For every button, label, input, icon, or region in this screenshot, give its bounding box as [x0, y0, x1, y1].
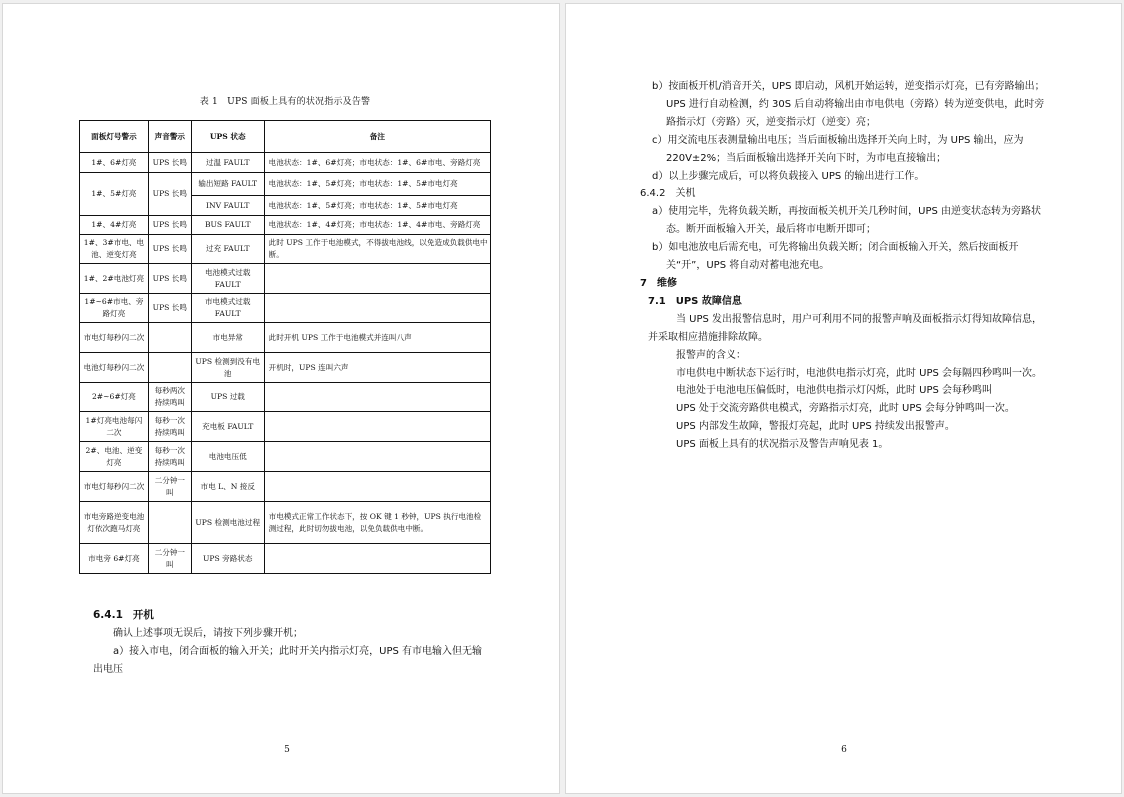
table-row — [80, 383, 491, 412]
cell-lamp: 电池灯每秒闪二次 — [80, 353, 149, 383]
cell-sound: 每秒一次持续鸣叫 — [148, 412, 191, 442]
section-heading-7: 7 维修 — [640, 277, 677, 289]
table-header-row — [80, 121, 491, 153]
cell-lamp: 2#、电池、逆变灯亮 — [80, 442, 149, 472]
cell-note: 电池状态：1#、6#灯亮；市电状态：1#、6#市电、旁路灯亮 — [264, 153, 490, 173]
cell-sound: UPS 长鸣 — [148, 153, 191, 173]
cell-status: 市电 L、N 接反 — [191, 472, 264, 502]
off-a-paragraph: a）使用完毕，先将负载关断，再按面板关机开关几秒时间，UPS 由逆变状态转为旁路状态。断开面板输入开关，最后将市电断开即可； — [652, 206, 1042, 236]
cell-note — [264, 264, 490, 294]
table-row — [80, 412, 491, 442]
cell-note — [264, 544, 490, 574]
cell-note: 电池状态：1#、5#灯亮；市电状态：1#、5#市电灯亮 — [264, 196, 490, 216]
cell-sound: UPS 长鸣 — [148, 173, 191, 216]
page-number: 6 — [841, 745, 847, 755]
header-lamp: 面板灯号警示 — [80, 121, 149, 153]
header-note: 备注 — [264, 121, 490, 153]
cell-status: 输出短路 FAULT — [191, 173, 264, 196]
cell-sound: 每秒一次持续鸣叫 — [148, 442, 191, 472]
cell-note: 电池状态：1#、5#灯亮；市电状态：1#、5#市电灯亮 — [264, 173, 490, 196]
table-row — [80, 216, 491, 235]
right-page — [565, 3, 1122, 794]
table-row — [80, 472, 491, 502]
left-body-text — [93, 625, 485, 679]
cell-status: BUS FAULT — [191, 216, 264, 235]
table-row — [80, 544, 491, 574]
cell-lamp: 1#、5#灯亮 — [80, 173, 149, 216]
cell-lamp: 1#、3#市电、电池、逆变灯亮 — [80, 235, 149, 264]
cell-lamp: 市电旁 6#灯亮 — [80, 544, 149, 574]
cell-note — [264, 442, 490, 472]
cell-sound: UPS 长鸣 — [148, 264, 191, 294]
status-table — [79, 120, 491, 574]
cell-status: UPS 检测电池过程 — [191, 502, 264, 544]
cell-lamp: 1#~6#市电、旁路灯亮 — [80, 294, 149, 323]
cell-status: 市电模式过载 FAULT — [191, 294, 264, 323]
paragraph-3: 市电供电中断状态下运行时，电池供电指示灯亮，此时 UPS 会每隔四秒鸣叫一次。 — [676, 367, 1043, 379]
cell-status: 电池电压低 — [191, 442, 264, 472]
paragraph-4: 电池处于电池电压偏低时，电池供电指示灯闪烁，此时 UPS 会每秒鸣叫 — [676, 385, 993, 397]
table-row — [80, 502, 491, 544]
section-title: 开机 — [132, 609, 154, 621]
cell-lamp: 市电灯每秒闪二次 — [80, 472, 149, 502]
table-title: 表 1 UPS 面板上具有的状况指示及告警 — [199, 97, 371, 107]
cell-sound: 二分钟一叫 — [148, 472, 191, 502]
intro-paragraph: 确认上述事项无误后，请按下列步骤开机； — [113, 628, 303, 639]
cell-sound: 每秒两次持续鸣叫 — [148, 383, 191, 412]
cell-note: 开机时，UPS 连叫六声 — [264, 353, 490, 383]
cell-lamp: 1#、4#灯亮 — [80, 216, 149, 235]
step-c-paragraph: c）用交流电压表测量输出电压；当后面板输出选择开关向上时，为 UPS 输出，应为 220V±2%；当后面板输出选择开关向下时，为市电直接输出； — [652, 134, 1024, 164]
table-row — [80, 264, 491, 294]
header-sound: 声音警示 — [148, 121, 191, 153]
cell-lamp: 1#、2#电池灯亮 — [80, 264, 149, 294]
table-row — [80, 153, 491, 173]
cell-status: 过充 FAULT — [191, 235, 264, 264]
section-heading-6-4-2: 6.4.2 关机 — [640, 188, 696, 200]
cell-status: 市电异常 — [191, 323, 264, 353]
cell-status: INV FAULT — [191, 196, 264, 216]
paragraph-6: UPS 内部发生故障，警报灯亮起，此时 UPS 持续发出报警声。 — [676, 421, 955, 433]
cell-note: 市电模式正常工作状态下，按 OK 键 1 秒钟，UPS 执行电池检测过程，此时切勿拔电池，以免负载供电中断。 — [264, 502, 490, 544]
cell-sound — [148, 502, 191, 544]
cell-status: UPS 旁路状态 — [191, 544, 264, 574]
step-d-paragraph: d）以上步骤完成后，可以将负载接入 UPS 的输出进行工作。 — [652, 170, 925, 182]
paragraph-5: UPS 处于交流旁路供电模式，旁路指示灯亮，此时 UPS 会每分钟鸣叫一次。 — [676, 403, 1015, 415]
section-number: 6.4.1 — [93, 609, 123, 621]
table-row — [80, 323, 491, 353]
cell-note — [264, 294, 490, 323]
cell-status: 过温 FAULT — [191, 153, 264, 173]
cell-note: 此时开机 UPS 工作于电池模式并连叫八声 — [264, 323, 490, 353]
paragraph-7: UPS 面板上具有的状况指示及警告声响见表 1。 — [676, 439, 889, 451]
paragraph-1: 当 UPS 发出报警信息时，用户可利用不同的报警声响及面板指示灯得知故障信息，并采取相应措施排除故障。 — [648, 313, 1043, 343]
cell-sound: 二分钟一叫 — [148, 544, 191, 574]
cell-lamp: 市电灯每秒闪二次 — [80, 323, 149, 353]
step-a-paragraph: a）接入市电，闭合面板的输入开关；此时开关内指示灯亮，UPS 有市电输入但无输出电压 — [93, 646, 483, 675]
cell-lamp: 1#、6#灯亮 — [80, 153, 149, 173]
cell-note: 电池状态：1#、4#灯亮；市电状态：1#、4#市电、旁路灯亮 — [264, 216, 490, 235]
cell-sound: UPS 长鸣 — [148, 235, 191, 264]
cell-note — [264, 412, 490, 442]
paragraph-2: 报警声的含义： — [676, 349, 746, 361]
cell-lamp: 市电旁路逆变电池灯依次跑马灯亮 — [80, 502, 149, 544]
off-b-paragraph: b）如电池放电后需充电，可先将输出负载关断；闭合面板输入开关，然后按面板开关“开”，UPS 将自动对蓄电池充电。 — [652, 242, 1019, 272]
step-b-paragraph: b）按面板开机/消音开关，UPS 即启动，风机开始运转，逆变指示灯亮，已有旁路输出；UPS 进行自动检测，约 30S 后自动将输出由市电供电（旁路）转为逆变供电，此时旁路指示灯（旁路）灭，逆变指示灯（逆变）亮； — [652, 81, 1045, 128]
right-body-text — [640, 78, 1048, 454]
table-row — [80, 235, 491, 264]
cell-status: 充电板 FAULT — [191, 412, 264, 442]
table-row — [80, 294, 491, 323]
cell-sound — [148, 353, 191, 383]
cell-note — [264, 472, 490, 502]
header-status: UPS 状态 — [191, 121, 264, 153]
cell-note — [264, 383, 490, 412]
cell-note: 此时 UPS 工作于电池模式，不得拔电池线，以免造成负载供电中断。 — [264, 235, 490, 264]
section-heading-6-4-1 — [93, 607, 164, 622]
cell-sound — [148, 323, 191, 353]
cell-lamp: 1#灯亮电池每闪二次 — [80, 412, 149, 442]
cell-status: UPS 检测到没有电池 — [191, 353, 264, 383]
table-row — [80, 442, 491, 472]
cell-sound: UPS 长鸣 — [148, 294, 191, 323]
cell-sound: UPS 长鸣 — [148, 216, 191, 235]
cell-status: 电池模式过载 FAULT — [191, 264, 264, 294]
left-page — [2, 3, 560, 794]
cell-lamp: 2#~6#灯亮 — [80, 383, 149, 412]
cell-status: UPS 过载 — [191, 383, 264, 412]
page-number: 5 — [284, 745, 290, 755]
table-row — [80, 173, 491, 196]
table-row — [80, 353, 491, 383]
section-heading-7-1: 7.1 UPS 故障信息 — [648, 295, 742, 307]
